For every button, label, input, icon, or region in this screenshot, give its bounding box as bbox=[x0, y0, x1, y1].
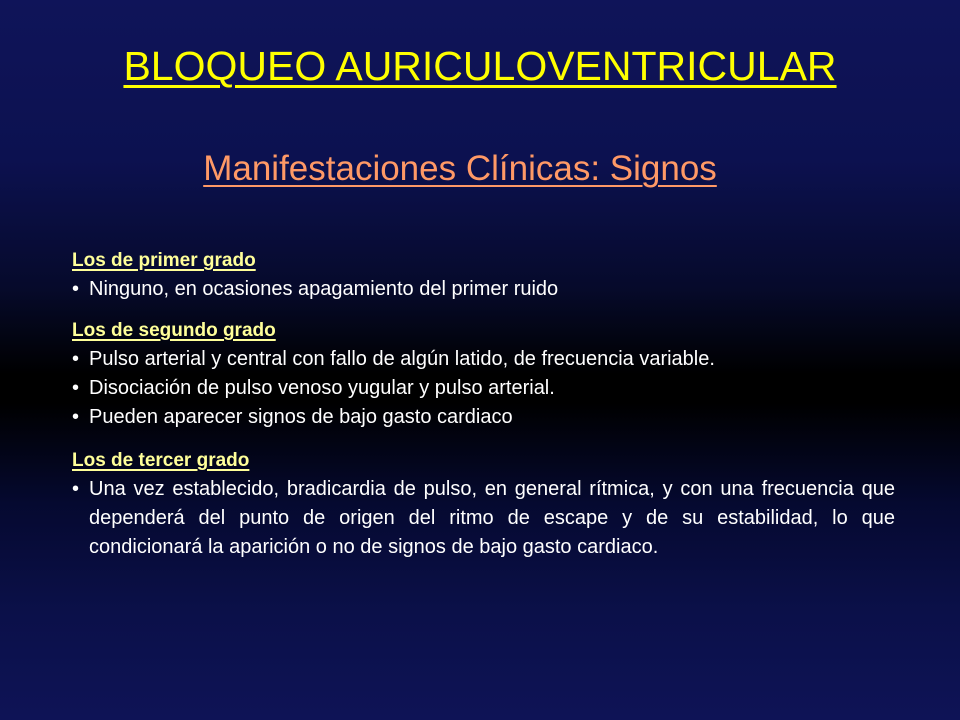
bullet-icon: • bbox=[72, 377, 80, 399]
list-item bbox=[72, 475, 895, 562]
section-third-degree bbox=[72, 446, 895, 562]
bullet-list bbox=[72, 345, 895, 432]
spacer bbox=[72, 432, 895, 446]
slide-title: BLOQUEO AURICULOVENTRICULAR bbox=[123, 43, 837, 89]
list-item bbox=[72, 403, 895, 432]
spacer bbox=[72, 304, 895, 316]
list-item-text: Pueden aparecer signos de bajo gasto cardiaco bbox=[89, 406, 513, 428]
slide-subtitle: Manifestaciones Clínicas: Signos bbox=[203, 149, 717, 188]
list-item-text: Pulso arterial y central con fallo de algún latido, de frecuencia variable. bbox=[89, 348, 715, 370]
list-item bbox=[72, 374, 895, 403]
content-body bbox=[72, 246, 895, 562]
bullet-list bbox=[72, 275, 895, 304]
list-item bbox=[72, 345, 895, 374]
bullet-icon: • bbox=[72, 406, 80, 428]
section-first-degree bbox=[72, 246, 895, 304]
bullet-list bbox=[72, 475, 895, 562]
bullet-icon: • bbox=[72, 278, 80, 300]
bullet-icon: • bbox=[72, 348, 80, 370]
list-item-text: Ninguno, en ocasiones apagamiento del primer ruido bbox=[89, 278, 559, 300]
list-item-text: Una vez establecido, bradicardia de pulso, en general rítmica, y con una frecuencia que dependerá del punto de origen del ritmo de escape y de su estabilidad, lo que condicionará la aparición o no de signos de bajo gasto cardiaco. bbox=[89, 478, 895, 558]
list-item-text: Disociación de pulso venoso yugular y pulso arterial. bbox=[89, 377, 555, 399]
section-heading: Los de primer grado bbox=[72, 250, 256, 271]
section-heading: Los de segundo grado bbox=[72, 320, 276, 341]
section-second-degree bbox=[72, 316, 895, 432]
list-item bbox=[72, 275, 895, 304]
bullet-icon: • bbox=[72, 478, 80, 500]
section-heading: Los de tercer grado bbox=[72, 450, 250, 471]
